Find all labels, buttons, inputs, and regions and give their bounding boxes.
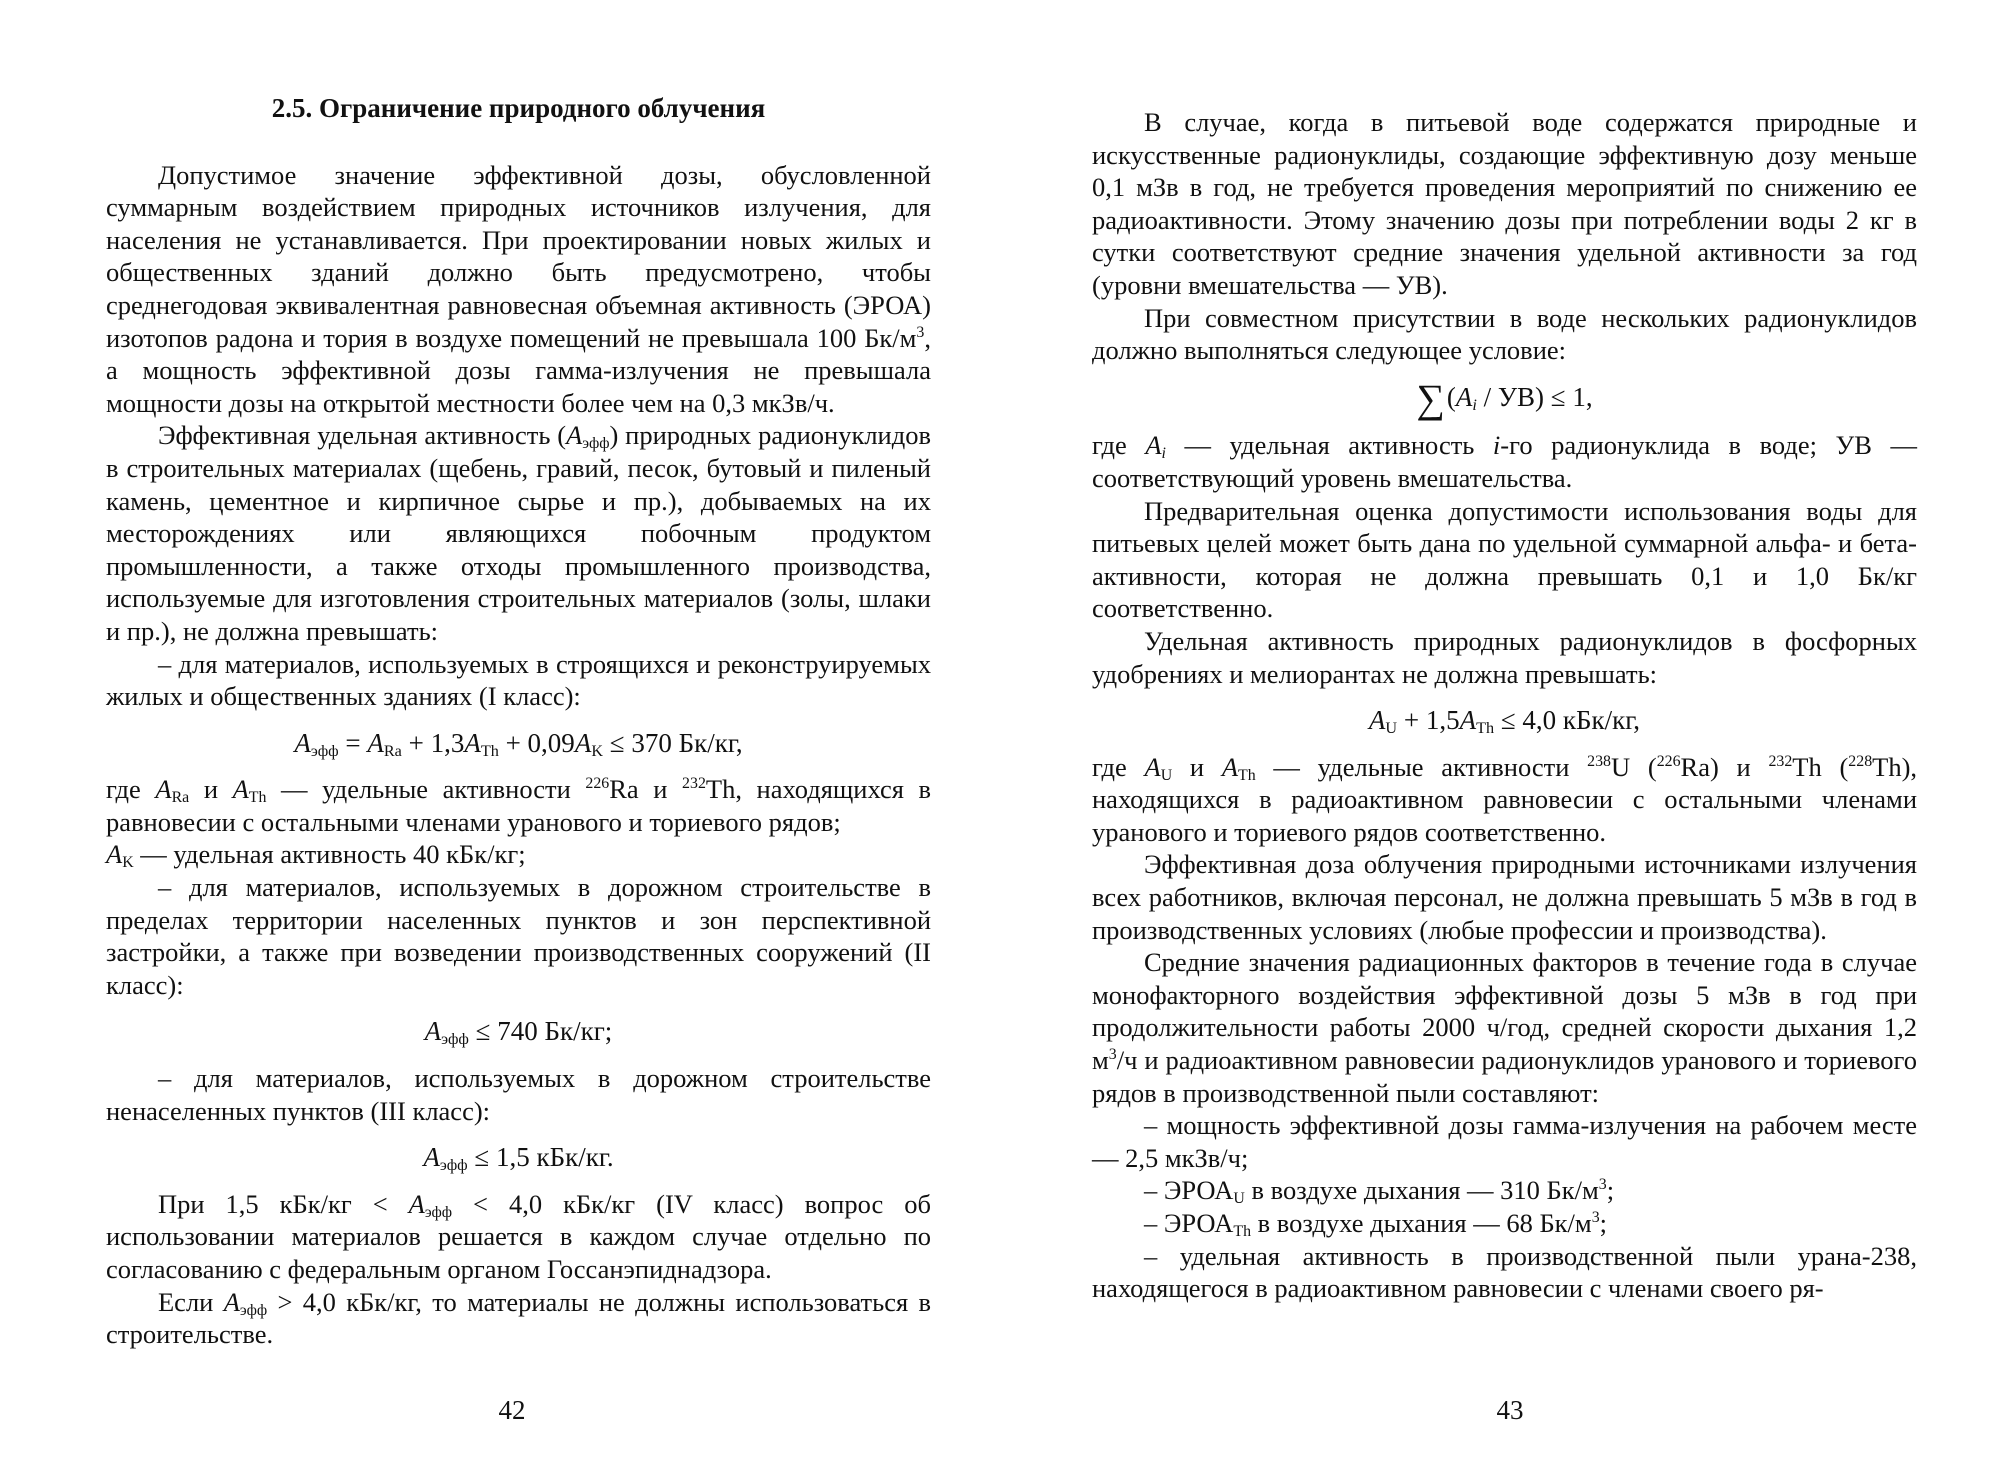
left-page <box>106 92 931 1351</box>
right-page <box>1092 106 1917 1305</box>
paragraph: Эффективная доза облучения природными источниками излучения всех работников, включая персонал, не должна превышать 5 мЗв в год в производственных условиях (любые профессии и производства). <box>1092 849 1917 945</box>
paragraph: Эффективная удельная активность $(A_{эфф})$ природных радионуклидов в строительных материалах (щебень, гравий, песок, бутовый и пиленый камень, цементное и кирпичное сырье и пр.), добываемых на их месторождениях или являющихся побочным продуктом промышленности, а также отходы промышленного производства, используемые для изготовления строительных материалов (золы, шлаки и пр.), не должна превышать: <box>106 420 931 646</box>
paragraph: Средние значения радиационных факторов в течение года в случае монофакторного воздействия эффективной дозы 5 мЗв в год при продолжительности работы 2000 ч/год, средней скорости дыхания 1,2 $м^3/ч$ и радиоактивном равновесии радионуклидов уранового и ториевого рядов в производственной пыли составляют: <box>1092 947 1917 1108</box>
paragraph: Если $A_{эфф} > 4,0$ кБк/кг, то материалы не должны использоваться в строительстве. <box>106 1286 931 1350</box>
section-heading: 2.5. Ограничение природного облучения <box>271 93 766 123</box>
paragraph: В случае, когда в питьевой воде содержатся природные и искусственные радионуклиды, создающие эффективную дозу меньше 0,1 мЗв в год, не требуется проведения мероприятий по снижению ее радиоактивности. Этому значению дозы при потреблении воды 2 кг в сутки соответствуют средние значения удельной активности за год (уровни вмешательства — УВ). <box>1092 107 1917 300</box>
list-item: – для материалов, используемых в строящихся и реконструируемых жилых и общественных зданиях (I класс): <box>106 648 931 712</box>
formula: $\sum(A_i / УВ) \le 1$, <box>1416 375 1593 421</box>
paragraph: где $A_i$ — удельная активность i-го радионуклида в воде; УВ — соответствующий уровень вмешательства. <box>1092 430 1917 493</box>
paragraph: $A_K$ — удельная активность 40 кБк/кг; <box>106 839 526 872</box>
formula: $A_U + 1,5A_{Th} \le 4,0$ кБк/кг, <box>1368 705 1641 738</box>
paragraph: Допустимое значение эффективной дозы, обусловленной суммарным воздействием природных источников излучения, для населения не устанавливается. При проектировании новых жилых и общественных зданий должно быть предусмотрено, чтобы среднегодовая эквивалентная равновесная объемная активность (ЭРОА) изотопов радона и тория в воздухе помещений не превышала 100 $Бк/м^3$, а мощность эффективной дозы гамма-излучения не превышала мощности дозы на открытой местности более чем на 0,3 мкЗв/ч. <box>106 159 931 418</box>
page-number: 43 <box>1496 1395 1524 1425</box>
list-item: – для материалов, используемых в дорожном строительстве в пределах территории населенных пунктов и зон перспективной застройки, а также при возведении производственных сооружений (II класс): <box>106 872 931 1000</box>
paragraph: где $A_U$ и $A_{Th}$ — удельные активности $^{238}$U ($^{226}$Ra) и $^{232}$Th ($^{228}$Th), находящихся в радиоактивном равновесии с остальными членами уранового и ториевого рядов соответственно. <box>1092 751 1918 847</box>
sum-symbol: ∑ <box>1416 375 1445 421</box>
paragraph: Предварительная оценка допустимости использования воды для питьевых целей может быть дана по удельной суммарной альфа- и бета-активности, которая не должна превышать 0,1 и 1,0 Бк/кг соответственно. <box>1092 495 1917 624</box>
paragraph: При 1,5 $кБк/кг < A_{эфф} < 4,0$ кБк/кг (IV класс) вопрос об использовании материалов решается в каждом случае отдельно по согласованию с федеральным органом Госсанэпиднадзора. <box>106 1188 932 1284</box>
list-item: – $ЭРОА_{Th}$ в воздухе дыхания — 68 $Бк/м^3$; <box>1144 1208 1608 1240</box>
formula: $A_{эфф} \le 740$ Бк/кг; <box>424 1016 613 1049</box>
formula: $A_{эфф} = A_{Ra} + 1,3A_{Th} + 0,09A_K \le 370$ Бк/кг, <box>294 727 743 760</box>
list-item: – $ЭРОА_U$ в воздухе дыхания — 310 $Бк/м^3$; <box>1144 1175 1615 1208</box>
list-item: – для материалов, используемых в дорожном строительстве ненаселенных пунктов (III класс): <box>106 1063 931 1126</box>
paragraph: При совместном присутствии в воде нескольких радионуклидов должно выполняться следующее условие: <box>1092 302 1917 366</box>
list-item: – мощность эффективной дозы гамма-излучения на рабочем месте — 2,5 мкЗв/ч; <box>1092 1110 1917 1173</box>
formula: $A_{эфф} \le 1,5$ кБк/кг. <box>423 1142 614 1175</box>
list-item: – удельная активность в производственной пыли урана-238, находящегося в радиоактивном равновесии с членами своего ря- <box>1092 1240 1917 1304</box>
paragraph: Удельная активность природных радионуклидов в фосфорных удобрениях и мелиорантах не должна превышать: <box>1092 625 1917 689</box>
paragraph: где $A_{Ra}$ и $A_{Th}$ — удельные активности $^{226}$Ra и $^{232}$Th, находящихся в равновесии с остальными членами уранового и ториевого рядов; <box>106 774 932 837</box>
page-number: 42 <box>498 1395 526 1425</box>
